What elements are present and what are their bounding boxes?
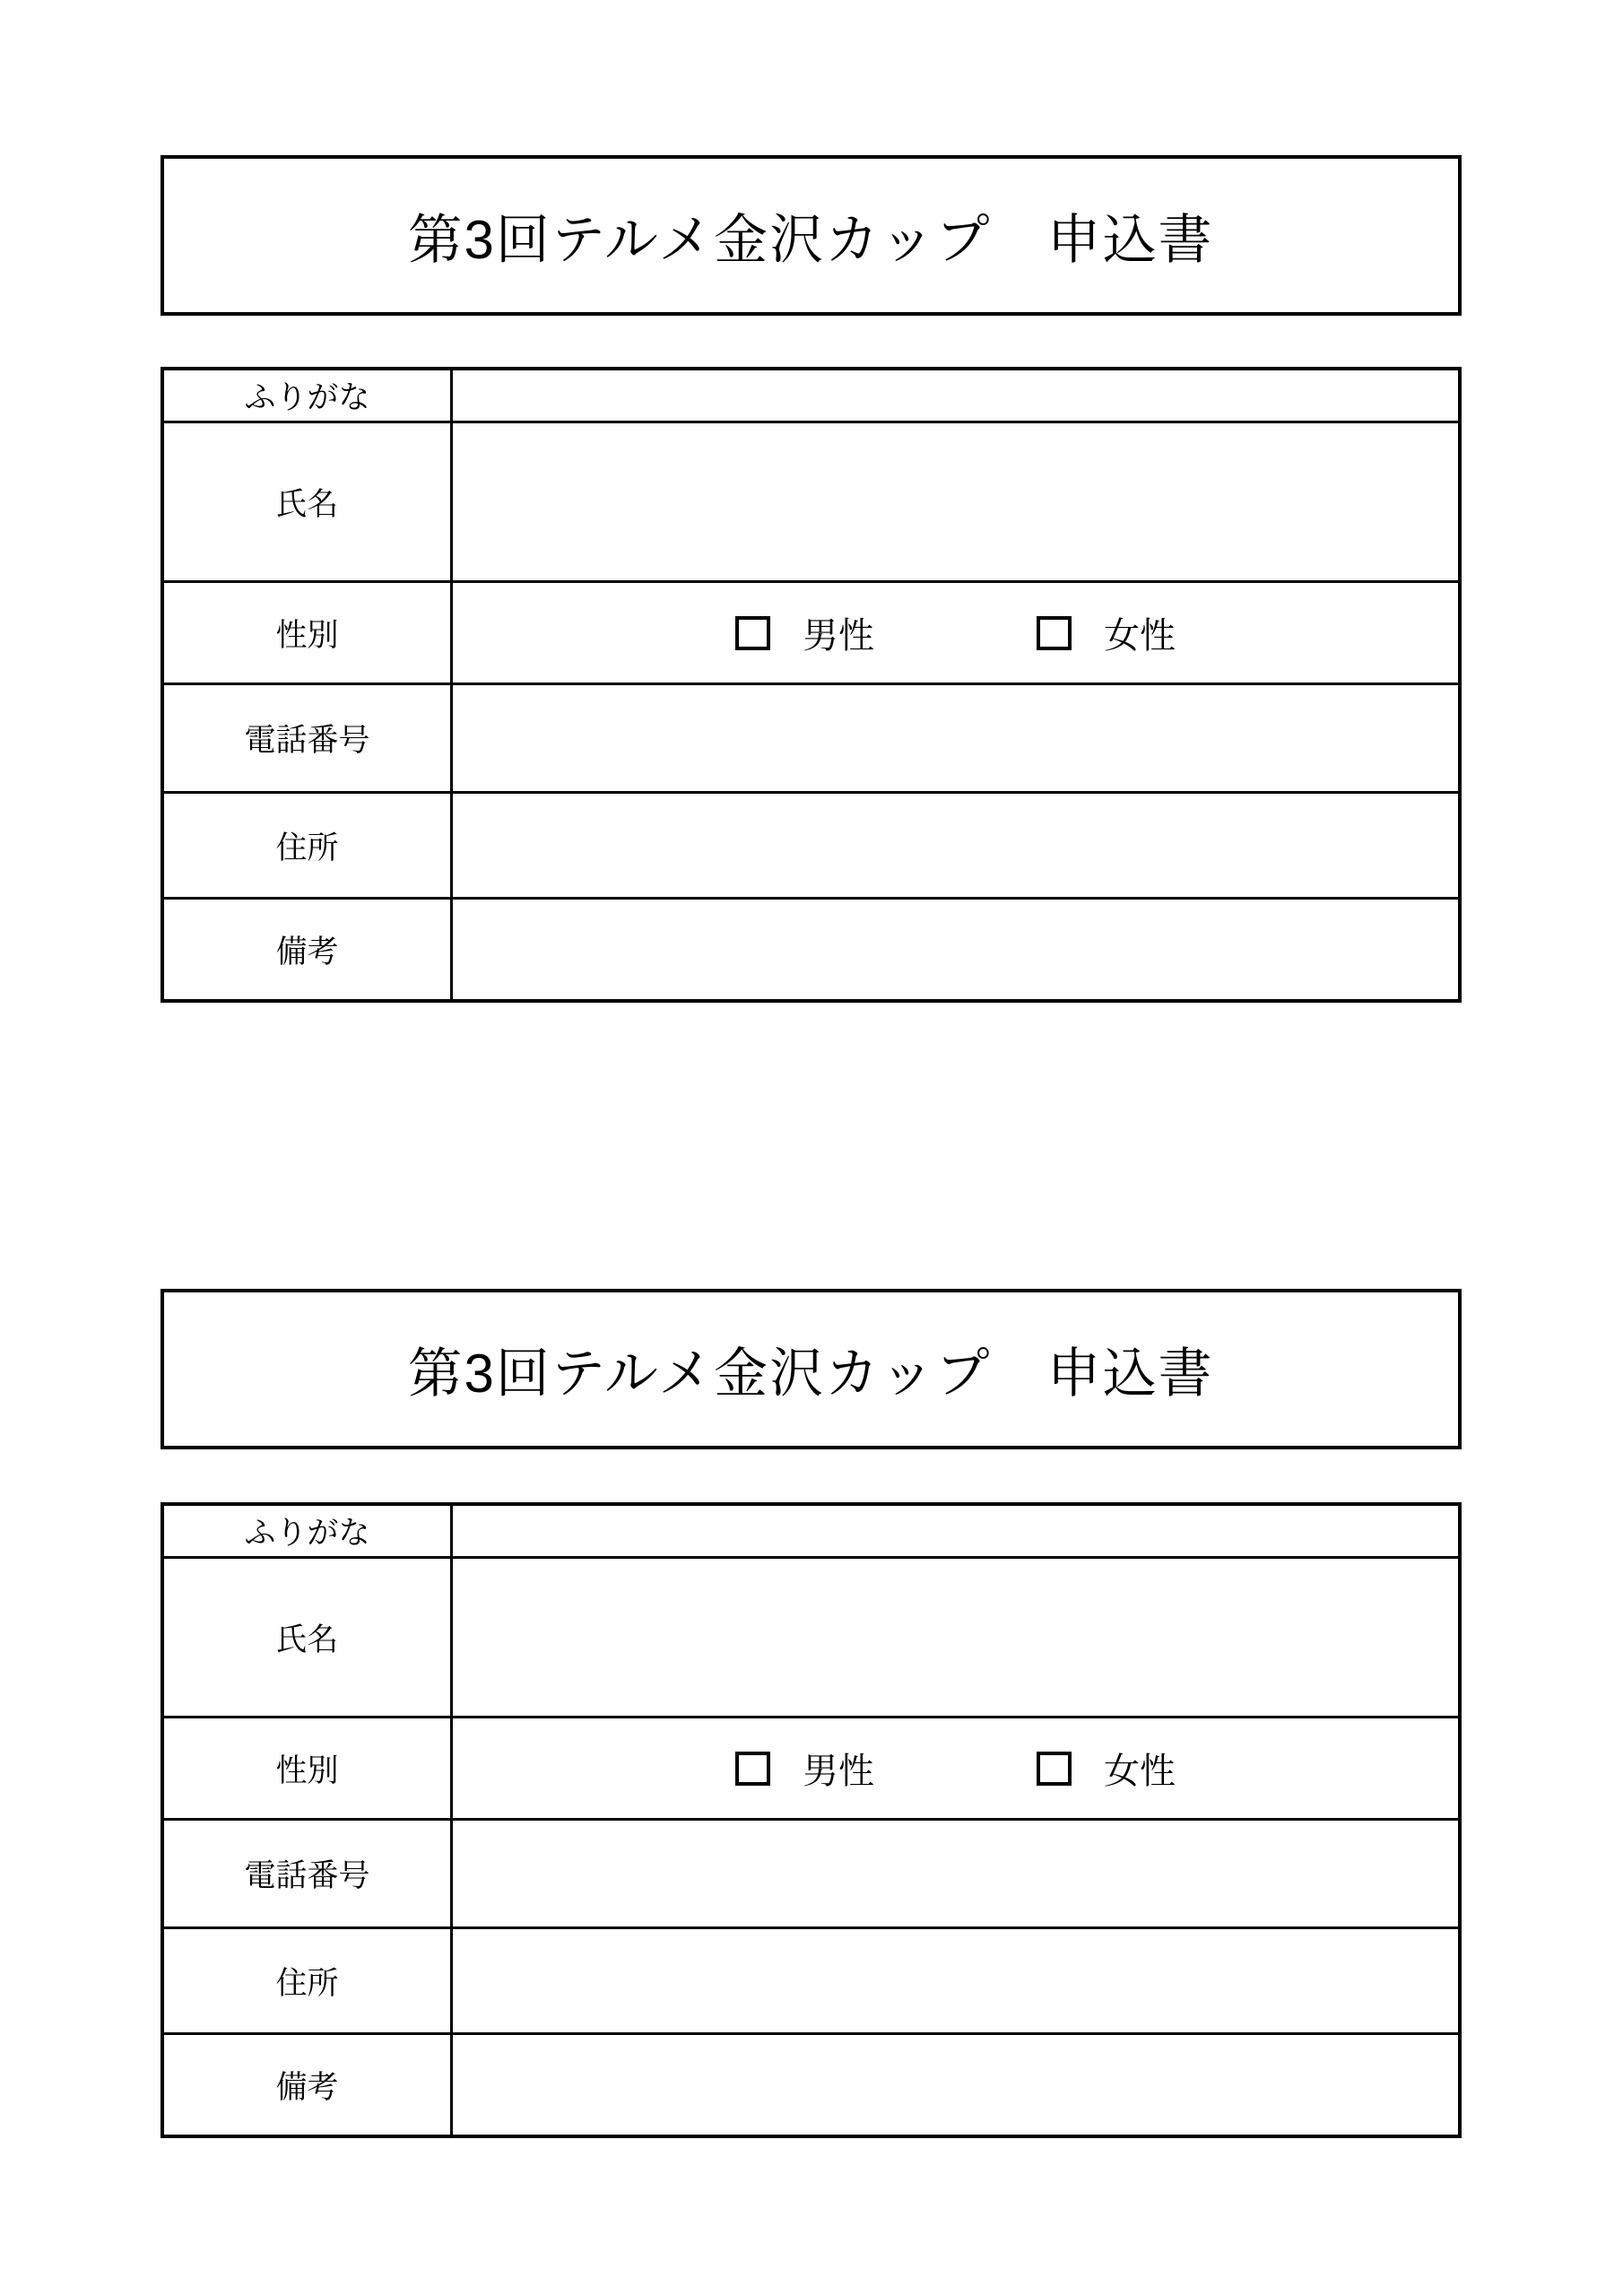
notes-label: 備考	[164, 900, 453, 999]
female-option-label: 女性	[1104, 1752, 1176, 1791]
female-checkbox[interactable]	[1037, 616, 1072, 650]
form-title: 第3回テルメ金沢カップ 申込書	[408, 209, 1214, 270]
application-table	[161, 1502, 1462, 2138]
table-row-address	[164, 1926, 1458, 2032]
address-label: 住所	[164, 1929, 453, 2032]
gender-label: 性別	[164, 583, 453, 683]
table-row-furigana	[164, 370, 1458, 421]
name-label: 氏名	[164, 1559, 453, 1716]
table-row-gender	[164, 1716, 1458, 1818]
notes-input-cell[interactable]	[453, 900, 1458, 999]
address-input-cell[interactable]	[453, 1929, 1458, 2032]
phone-input-cell[interactable]	[453, 1821, 1458, 1926]
table-row-name	[164, 421, 1458, 580]
form-title-box	[161, 1289, 1462, 1449]
phone-input-cell[interactable]	[453, 685, 1458, 791]
furigana-input-cell[interactable]	[453, 1506, 1458, 1556]
table-row-notes	[164, 2032, 1458, 2135]
application-form-copy-2	[161, 1289, 1462, 2138]
application-form-copy-1	[161, 155, 1462, 1003]
table-row-phone	[164, 683, 1458, 791]
furigana-input-cell[interactable]	[453, 370, 1458, 421]
male-option-label: 男性	[803, 616, 874, 656]
male-option-label: 男性	[803, 1752, 874, 1791]
male-checkbox[interactable]	[735, 616, 770, 650]
table-row-phone	[164, 1818, 1458, 1926]
gender-option-male	[735, 607, 874, 658]
form-title: 第3回テルメ金沢カップ 申込書	[408, 1343, 1214, 1404]
gender-option-female	[1037, 1743, 1176, 1794]
gender-input-cell	[453, 1718, 1458, 1818]
furigana-label: ふりがな	[164, 370, 453, 421]
gender-label: 性別	[164, 1718, 453, 1818]
notes-label: 備考	[164, 2035, 453, 2135]
table-row-gender	[164, 580, 1458, 683]
male-checkbox[interactable]	[735, 1752, 770, 1786]
name-input-cell[interactable]	[453, 423, 1458, 580]
phone-label: 電話番号	[164, 1821, 453, 1926]
phone-label: 電話番号	[164, 685, 453, 791]
name-label: 氏名	[164, 423, 453, 580]
gender-option-female	[1037, 607, 1176, 658]
female-checkbox[interactable]	[1037, 1752, 1072, 1786]
gender-input-cell	[453, 583, 1458, 683]
notes-input-cell[interactable]	[453, 2035, 1458, 2135]
table-row-address	[164, 791, 1458, 897]
table-row-name	[164, 1556, 1458, 1716]
female-option-label: 女性	[1104, 616, 1176, 656]
application-table	[161, 367, 1462, 1003]
address-label: 住所	[164, 794, 453, 897]
table-row-furigana	[164, 1506, 1458, 1556]
furigana-label: ふりがな	[164, 1506, 453, 1556]
name-input-cell[interactable]	[453, 1559, 1458, 1716]
gender-option-male	[735, 1743, 874, 1794]
form-title-box	[161, 155, 1462, 316]
table-row-notes	[164, 897, 1458, 999]
address-input-cell[interactable]	[453, 794, 1458, 897]
